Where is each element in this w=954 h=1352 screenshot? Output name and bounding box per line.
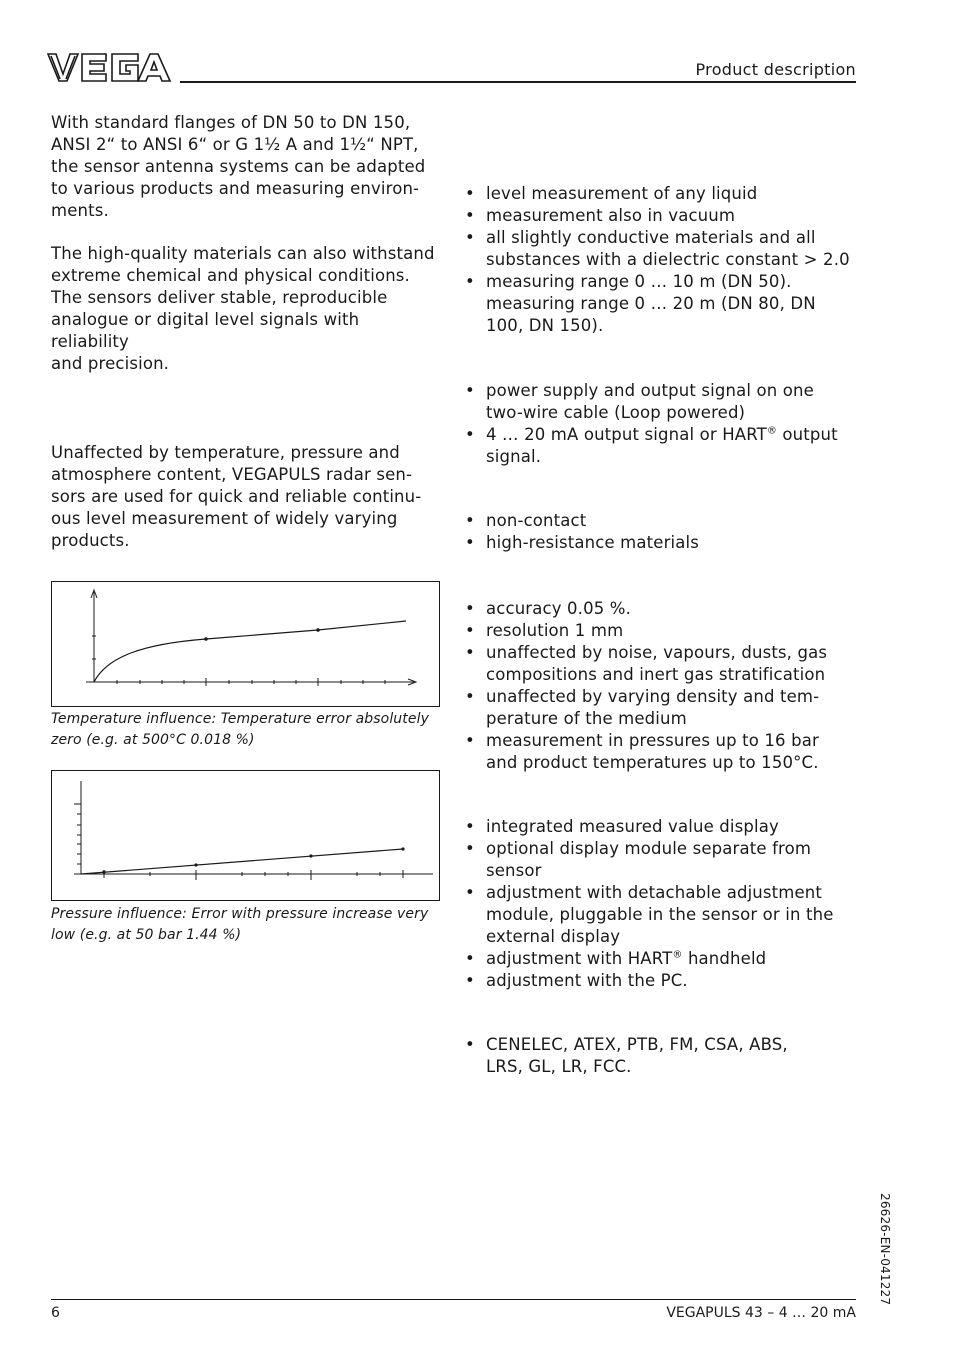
unaffected-paragraph xyxy=(51,442,437,552)
item-text-part: 4 … 20 mA output signal or HART xyxy=(486,425,767,444)
document-id: 26626-EN-041227 xyxy=(878,1193,892,1306)
caption-line: Pressure influence: Error with pressure increase very xyxy=(51,906,429,922)
list-item xyxy=(464,970,856,992)
text-line: sors are used for quick and reliable continu- xyxy=(51,487,422,506)
header-rule xyxy=(180,81,856,83)
list-item xyxy=(464,380,856,424)
bullet-icon: • xyxy=(465,599,475,618)
text-line: and precision. xyxy=(51,354,170,373)
item-text: accuracy 0.05 %. xyxy=(486,599,631,618)
registered-mark: ® xyxy=(766,425,778,437)
bullet-icon: • xyxy=(465,1035,475,1054)
list-item xyxy=(464,424,856,468)
list-item xyxy=(464,271,856,337)
data-point xyxy=(316,628,320,632)
item-text: and product temperatures up to 150°C. xyxy=(486,753,819,772)
materials-paragraph xyxy=(51,243,437,375)
bullet-icon: • xyxy=(465,817,475,836)
text-line: With standard flanges of DN 50 to DN 150, xyxy=(51,113,411,132)
temperature-error-curve xyxy=(94,621,406,682)
item-text: measuring range 0 … 20 m (DN 80, DN xyxy=(486,294,816,313)
footer-rule xyxy=(51,1299,856,1300)
item-text: compositions and inert gas stratification xyxy=(486,665,826,684)
item-text: external display xyxy=(486,927,621,946)
list-item xyxy=(464,598,856,620)
list-item xyxy=(464,1034,856,1078)
pressure-error-line xyxy=(81,849,403,874)
approvals-list xyxy=(464,1034,856,1078)
item-text xyxy=(486,948,856,970)
item-text: perature of the medium xyxy=(486,709,687,728)
list-item xyxy=(464,686,856,730)
materials-list xyxy=(464,510,856,554)
item-text: LRS, GL, LR, FCC. xyxy=(486,1057,632,1076)
list-item xyxy=(464,205,856,227)
data-point xyxy=(194,863,197,866)
item-text: CENELEC, ATEX, PTB, FM, CSA, ABS, xyxy=(486,1035,788,1054)
item-text: measurement in pressures up to 16 bar xyxy=(486,731,819,750)
temperature-caption xyxy=(51,709,443,751)
item-text-part: handheld xyxy=(682,949,767,968)
section-title: Product description xyxy=(695,60,856,79)
item-text: adjustment with detachable adjustment xyxy=(486,883,823,902)
item-text: measuring range 0 … 10 m (DN 50). xyxy=(486,272,792,291)
item-text: unaffected by noise, vapours, dusts, gas xyxy=(486,643,828,662)
item-text: level measurement of any liquid xyxy=(486,184,758,203)
item-text: non-contact xyxy=(486,511,587,530)
item-text: 100, DN 150). xyxy=(486,316,604,335)
x-ticks xyxy=(104,870,403,880)
pressure-chart-svg xyxy=(52,771,439,900)
text-line: atmosphere content, VEGAPULS radar sen- xyxy=(51,465,413,484)
pressure-influence-chart xyxy=(51,770,440,901)
bullet-icon: • xyxy=(465,839,475,858)
data-point xyxy=(401,847,404,850)
adjustment-list xyxy=(464,816,856,992)
bullet-icon: • xyxy=(465,206,475,225)
item-text: all slightly conductive materials and all xyxy=(486,228,816,247)
item-text: sensor xyxy=(486,861,542,880)
text-line: the sensor antenna systems can be adapted xyxy=(51,157,426,176)
signal-list xyxy=(464,380,856,468)
list-item xyxy=(464,730,856,774)
data-point xyxy=(309,854,312,857)
flanges-paragraph xyxy=(51,112,437,222)
registered-mark: ® xyxy=(672,949,683,961)
bullet-icon: • xyxy=(465,425,475,444)
item-text: optional display module separate from xyxy=(486,839,812,858)
bullet-icon: • xyxy=(465,731,475,750)
text-line: to various products and measuring environ- xyxy=(51,179,420,198)
bullet-icon: • xyxy=(465,228,475,247)
bullet-icon: • xyxy=(465,687,475,706)
list-item xyxy=(464,620,856,642)
list-item xyxy=(464,882,856,948)
item-text: unaffected by varying density and tem- xyxy=(486,687,820,706)
item-text: module, pluggable in the sensor or in the xyxy=(486,905,834,924)
document-name: VEGAPULS 43 – 4 … 20 mA xyxy=(666,1305,856,1321)
caption-line: zero (e.g. at 500°C 0.018 %) xyxy=(51,732,255,748)
text-line: Unaffected by temperature, pressure and xyxy=(51,443,400,462)
text-line: products. xyxy=(51,531,130,550)
performance-list xyxy=(464,598,856,774)
item-text-part: output xyxy=(777,425,838,444)
item-text-part: adjustment with HART xyxy=(486,949,673,968)
list-item xyxy=(464,816,856,838)
bullet-icon: • xyxy=(465,381,475,400)
list-item xyxy=(464,838,856,882)
caption-line: low (e.g. at 50 bar 1.44 %) xyxy=(51,927,242,943)
bullet-icon: • xyxy=(465,621,475,640)
list-item xyxy=(464,227,856,271)
applications-list xyxy=(464,183,856,337)
text-line: ments. xyxy=(51,201,109,220)
list-item xyxy=(464,532,856,554)
item-text: signal. xyxy=(486,447,542,466)
item-text: adjustment with the PC. xyxy=(486,971,688,990)
data-point xyxy=(102,870,105,873)
text-line: ous level measurement of widely varying xyxy=(51,509,398,528)
list-item xyxy=(464,183,856,205)
item-text: resolution 1 mm xyxy=(486,621,624,640)
text-line: The high-quality materials can also withstand xyxy=(51,244,435,263)
data-point xyxy=(204,637,208,641)
temperature-chart-svg xyxy=(52,582,439,706)
item-text: measurement also in vacuum xyxy=(486,206,736,225)
item-text: power supply and output signal on one xyxy=(486,381,814,400)
text-line: The sensors deliver stable, reproducible xyxy=(51,288,388,307)
vega-logo xyxy=(46,50,174,84)
caption-line: Temperature influence: Temperature error absolutely xyxy=(51,711,429,727)
text-line: extreme chemical and physical conditions. xyxy=(51,266,410,285)
temperature-influence-chart xyxy=(51,581,440,707)
item-text: substances with a dielectric constant > 2.0 xyxy=(486,250,850,269)
item-text: integrated measured value display xyxy=(486,817,779,836)
y-ticks xyxy=(74,804,81,864)
text-line: ANSI 2“ to ANSI 6“ or G 1½ A and 1½“ NPT, xyxy=(51,135,419,154)
pressure-caption xyxy=(51,904,443,946)
list-item xyxy=(464,642,856,686)
bullet-icon: • xyxy=(465,272,475,291)
bullet-icon: • xyxy=(465,533,475,552)
bullet-icon: • xyxy=(465,949,475,968)
bullet-icon: • xyxy=(465,511,475,530)
item-text xyxy=(486,424,856,446)
text-line: analogue or digital level signals with reliability xyxy=(51,310,360,351)
item-text: high-resistance materials xyxy=(486,533,699,552)
list-item xyxy=(464,948,856,970)
page-number: 6 xyxy=(51,1305,60,1321)
bullet-icon: • xyxy=(465,971,475,990)
item-text: two-wire cable (Loop powered) xyxy=(486,403,746,422)
bullet-icon: • xyxy=(465,184,475,203)
bullet-icon: • xyxy=(465,883,475,902)
list-item xyxy=(464,510,856,532)
bullet-icon: • xyxy=(465,643,475,662)
